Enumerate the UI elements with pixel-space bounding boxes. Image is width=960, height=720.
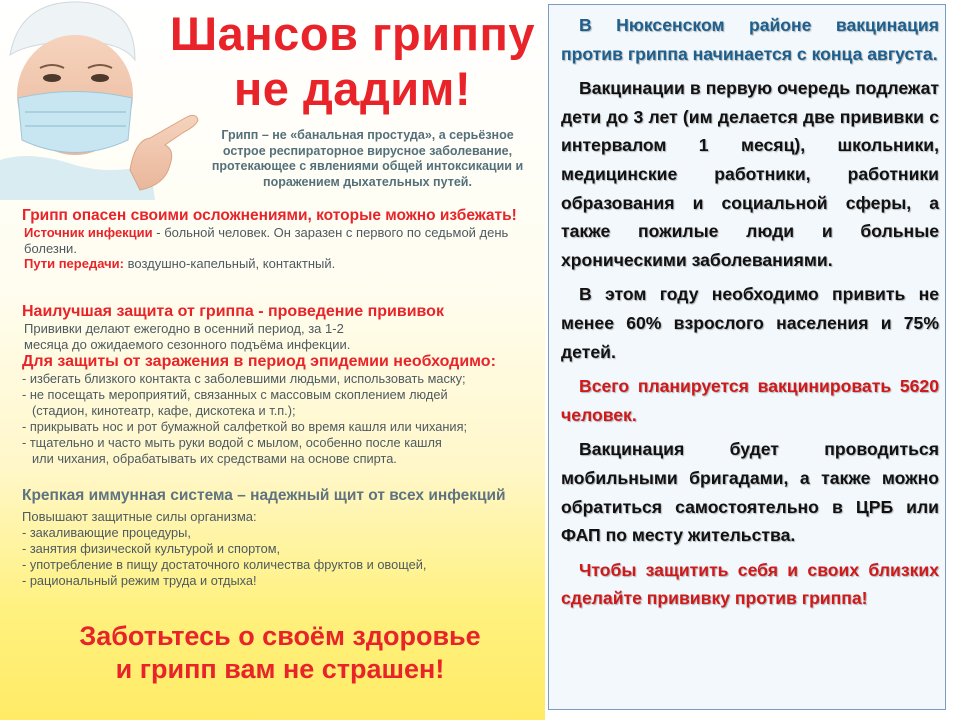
info-paragraph-call-to-action: Чтобы защитить себя и своих близких сделайте прививку против гриппа!: [561, 559, 939, 609]
list-item: - занятия физической культурой и спортом,: [22, 540, 281, 556]
vaccination-info-box: [548, 4, 946, 710]
immunity-intro: Повышают защитные силы организма:: [22, 509, 257, 524]
danger-section: [22, 206, 537, 272]
list-item: - рациональный режим труда и отдыха!: [22, 572, 257, 588]
list-item: - не посещать мероприятий, связанных с массовым скоплением людей: [22, 387, 448, 402]
intro-text: Грипп – не «банальная простуда», а серьёзное острое респираторное вирусное заболевание, протекающее с явлениями общей интоксикации и поражением дыхательных путей.: [211, 128, 524, 189]
list-item: - избегать близкого контакта с заболевшими людьми, использовать маску;: [22, 371, 466, 386]
footer-line-2: и грипп вам не страшен!: [115, 654, 445, 684]
prevention-heading: Для защиты от заражения в период эпидемии необходимо:: [22, 353, 496, 370]
info-paragraph-start-date: В Нюксенском районе вакцинация против гриппа начинается с конца августа.: [561, 15, 939, 64]
headline-line-1: Шансов гриппу: [169, 7, 536, 60]
danger-heading: Грипп опасен своими осложнениями, которые можно избежать!: [22, 207, 517, 224]
transmission-text: воздушно-капельный, контактный.: [123, 256, 336, 271]
vaccination-text: Прививки делают ежегодно в осенний период, за 1-2 месяца до ожидаемого сезонного подъёма инфекции.: [24, 321, 351, 352]
headline-line-2: не дадим!: [233, 62, 472, 115]
transmission-routes: [22, 256, 537, 272]
source-text: - больной человек. Он заразен с первого по седьмой день болезни.: [24, 225, 509, 256]
list-item: - употребление в пищу достаточного количества фруктов и овощей,: [22, 556, 427, 572]
info-paragraph-total: Всего планируется вакцинировать 5620 человек.: [561, 376, 939, 425]
list-item: или чихания, обрабатывать их средствами на основе спирта.: [32, 451, 397, 466]
list-item: (стадион, кинотеатр, кафе, дискотека и т.п.);: [32, 403, 296, 418]
info-paragraph-mobile-teams: Вакцинация будет проводиться мобильными бригадами, а также можно обратиться самостоятельно в ЦРБ или ФАП по месту жительства.: [561, 439, 939, 546]
immunity-heading: Крепкая иммунная система – надежный щит от всех инфекций: [22, 487, 506, 504]
list-item: - прикрывать нос и рот бумажной салфеткой во время кашля или чихания;: [22, 419, 468, 434]
poster-footer-slogan: [20, 620, 540, 686]
footer-line-1: Заботьтесь о своём здоровье: [79, 621, 481, 651]
prevention-list: [22, 371, 537, 467]
source-of-infection: [22, 225, 537, 256]
list-item: - тщательно и часто мыть руки водой с мылом, особенно после кашля: [22, 435, 442, 450]
info-paragraph-priority-groups: Вакцинации в первую очередь подлежат дети до 3 лет (им делается две прививки с интервалом 1 месяц), школьники, медицинские работники, работники образования и социальной сферы, а также пожилые люди и больные хроническими заболеваниями.: [561, 78, 939, 270]
source-label: Источник инфекции: [24, 225, 153, 240]
info-paragraph-targets: В этом году необходимо привить не менее 60% взрослого населения и 75% детей.: [561, 284, 939, 362]
best-protection-heading: Наилучшая защита от гриппа - проведение прививок: [22, 303, 444, 320]
transmission-label: Пути передачи:: [24, 256, 124, 271]
list-item: - закаливающие процедуры,: [22, 524, 191, 540]
immunity-section: [22, 486, 537, 589]
poster-headline: [160, 6, 545, 116]
immunity-list: [22, 525, 537, 589]
vaccination-section: [22, 302, 537, 467]
